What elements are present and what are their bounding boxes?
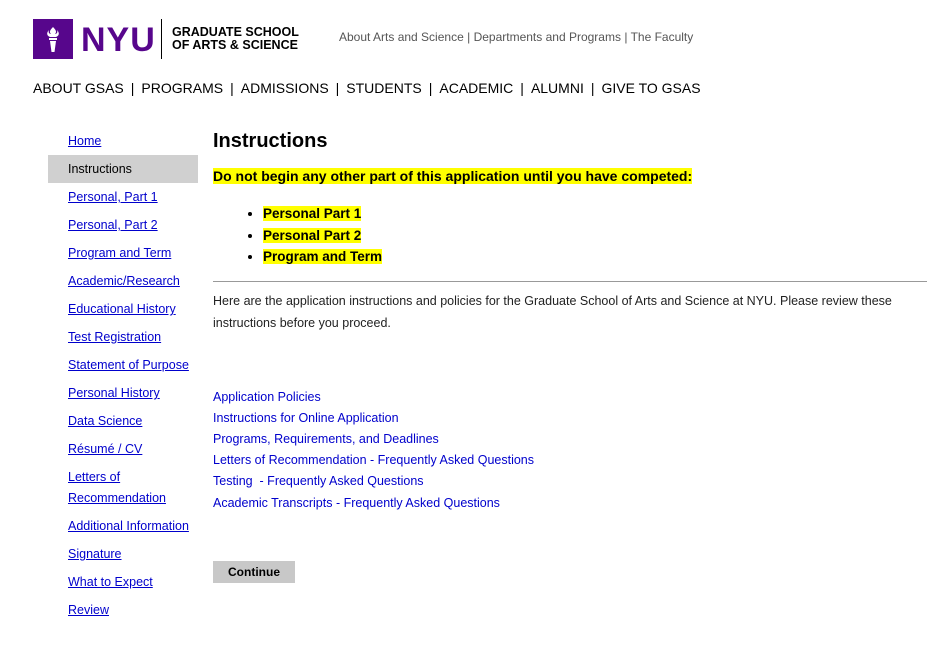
sidebar-item-academic-research[interactable]: Academic/Research	[68, 274, 180, 288]
nav-admissions[interactable]: ADMISSIONS	[240, 80, 329, 96]
top-link-departments[interactable]: Departments and Programs	[473, 30, 621, 44]
resource-links	[213, 387, 927, 514]
link-transcripts-faq[interactable]: Academic Transcripts - Frequently Asked Questions	[213, 495, 500, 510]
sidebar-item-personal-history[interactable]: Personal History	[68, 386, 160, 400]
sidebar-item-test-registration[interactable]: Test Registration	[68, 330, 162, 344]
warning-message: Do not begin any other part of this application until you have competed:	[213, 168, 693, 184]
link-recommendation-faq[interactable]: Letters of Recommendation - Frequently Asked Questions	[213, 453, 534, 468]
school-name[interactable]	[172, 26, 299, 52]
main-content	[213, 128, 927, 514]
nav-give-to-gsas[interactable]: GIVE TO GSAS	[601, 80, 701, 96]
list-item	[263, 225, 927, 247]
divider	[213, 281, 927, 282]
sidebar-item-instructions[interactable]: Instructions	[48, 155, 198, 183]
nyu-wordmark[interactable]: NYU	[81, 21, 156, 59]
link-online-application-instructions[interactable]: Instructions for Online Application	[213, 410, 399, 425]
required-items-list	[213, 203, 927, 268]
application-sidebar	[48, 131, 198, 628]
required-item-label: Personal Part 1	[263, 206, 362, 221]
nav-about-gsas[interactable]: ABOUT GSAS	[33, 80, 124, 96]
top-link-separator: |	[467, 30, 471, 44]
logo-divider	[161, 19, 162, 59]
nav-separator: |	[590, 80, 595, 96]
top-link-faculty[interactable]: The Faculty	[630, 30, 694, 44]
torch-icon	[33, 19, 73, 59]
top-link-separator: |	[624, 30, 628, 44]
sidebar-item-review[interactable]: Review	[68, 603, 109, 617]
sidebar-item-personal-part-1[interactable]: Personal, Part 1	[68, 190, 158, 204]
nyu-torch-logo[interactable]	[33, 19, 73, 59]
nav-alumni[interactable]: ALUMNI	[530, 80, 584, 96]
sidebar-item-statement-of-purpose[interactable]: Statement of Purpose	[68, 358, 189, 372]
required-item-label: Program and Term	[263, 249, 383, 264]
nav-separator: |	[130, 80, 135, 96]
nav-programs[interactable]: PROGRAMS	[141, 80, 224, 96]
sidebar-item-home[interactable]: Home	[68, 134, 102, 148]
nav-separator: |	[428, 80, 433, 96]
continue-button[interactable]: Continue	[213, 561, 295, 583]
nav-students[interactable]: STUDENTS	[346, 80, 422, 96]
link-application-policies[interactable]: Application Policies	[213, 389, 321, 404]
sidebar-item-personal-part-2[interactable]: Personal, Part 2	[68, 218, 158, 232]
top-links	[339, 30, 693, 44]
list-item	[263, 246, 927, 268]
nav-separator: |	[230, 80, 234, 96]
main-nav	[33, 80, 701, 96]
nav-academic[interactable]: ACADEMIC	[439, 80, 514, 96]
sidebar-item-educational-history[interactable]: Educational History	[68, 302, 176, 316]
sidebar-item-resume-cv[interactable]: Résumé / CV	[68, 442, 143, 456]
link-programs-requirements-deadlines[interactable]: Programs, Requirements, and Deadlines	[213, 431, 439, 446]
sidebar-item-letters-of-recommendation[interactable]: Letters of Recommendation	[68, 470, 166, 505]
sidebar-item-data-science[interactable]: Data Science	[68, 414, 143, 428]
sidebar-item-program-and-term[interactable]: Program and Term	[68, 246, 172, 260]
sidebar-item-signature[interactable]: Signature	[68, 547, 122, 561]
intro-text: Here are the application instructions and policies for the Graduate School of Arts and Science at NYU. Please review these instructions before you proceed.	[213, 293, 892, 330]
school-name-line1: GRADUATE SCHOOL	[172, 25, 299, 39]
top-link-about[interactable]: About Arts and Science	[339, 30, 464, 44]
list-item	[263, 203, 927, 225]
sidebar-item-additional-information[interactable]: Additional Information	[68, 519, 189, 533]
sidebar-item-what-to-expect[interactable]: What to Expect	[68, 575, 153, 589]
nav-separator: |	[335, 80, 340, 96]
link-testing-faq[interactable]: Testing - Frequently Asked Questions	[213, 474, 424, 489]
school-name-line2: OF ARTS & SCIENCE	[172, 38, 298, 52]
nav-separator: |	[520, 80, 524, 96]
page-title: Instructions	[213, 130, 328, 152]
required-item-label: Personal Part 2	[263, 227, 362, 243]
